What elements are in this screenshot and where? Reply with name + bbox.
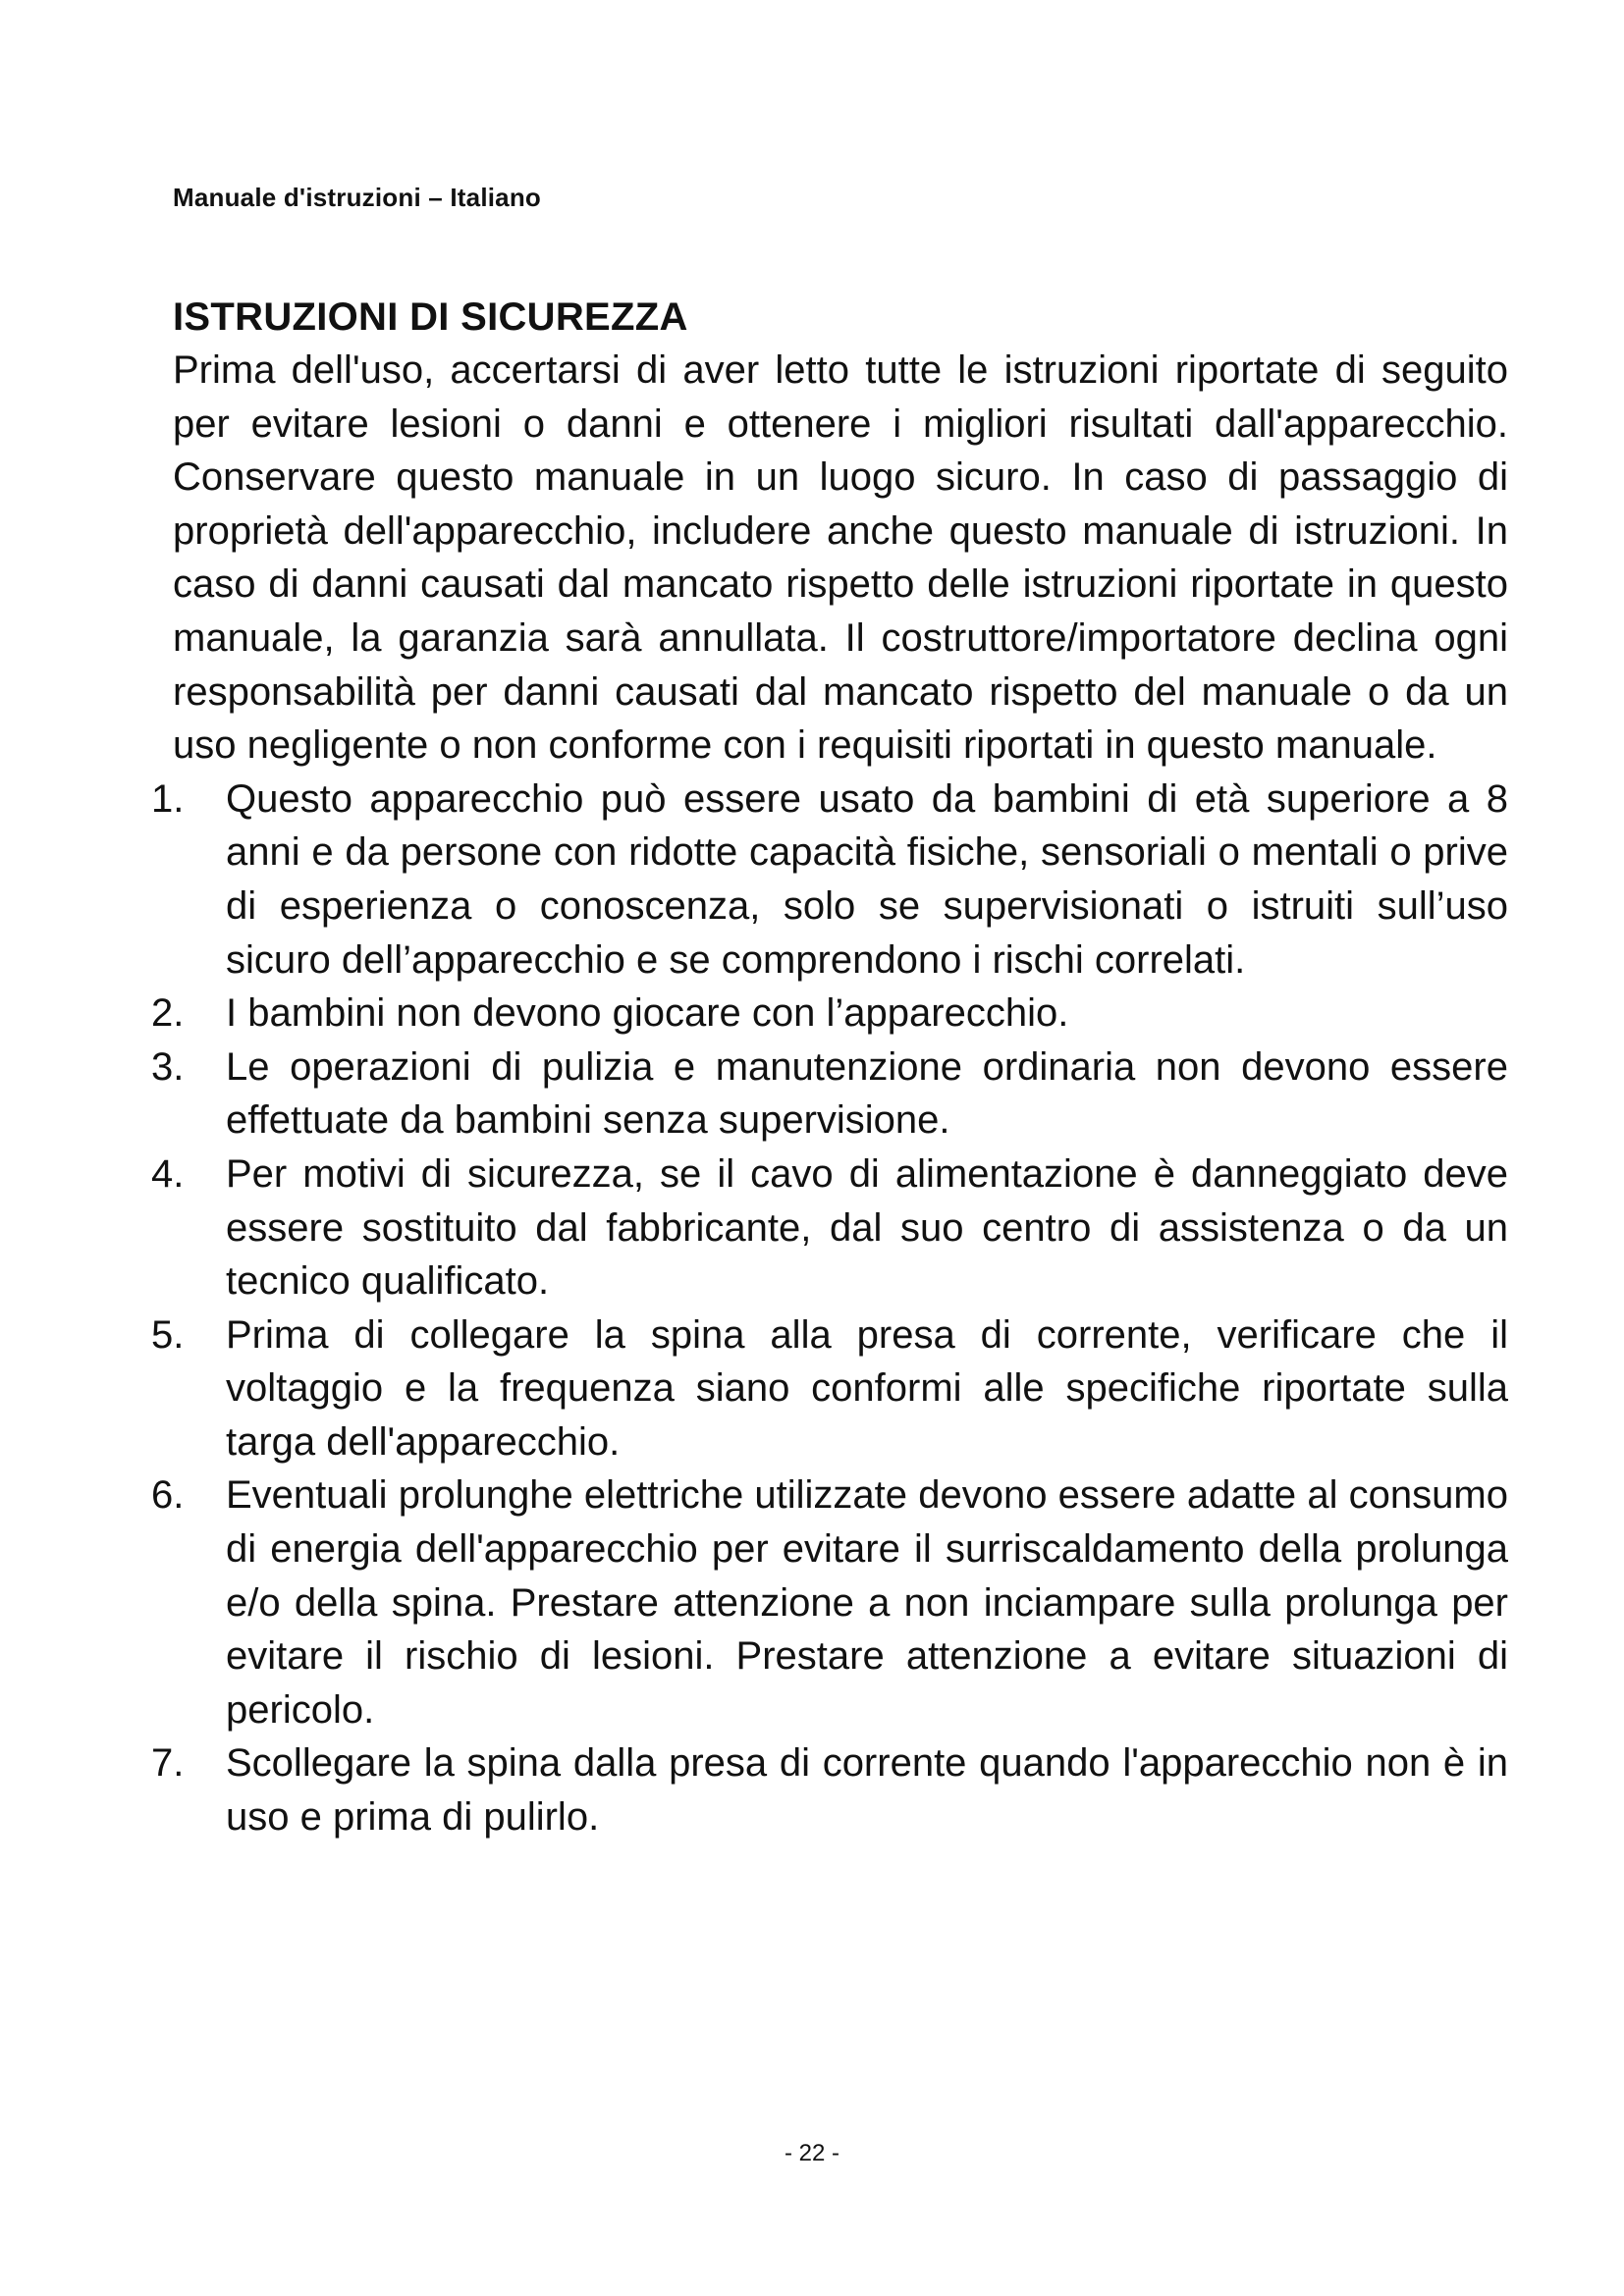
page-number: - 22 - xyxy=(784,2140,839,2166)
rule-number: 5. xyxy=(151,1312,185,1357)
safety-rule-5 xyxy=(151,1308,1508,1469)
rule-number: 4. xyxy=(151,1151,185,1196)
rule-number: 1. xyxy=(151,776,185,821)
rule-number: 2. xyxy=(151,991,185,1036)
rule-number: 3. xyxy=(151,1044,185,1089)
safety-rule-1 xyxy=(151,773,1508,987)
safety-rule-3 xyxy=(151,1041,1508,1148)
rule-text: I bambini non devono giocare con l’apparecchio. xyxy=(226,991,1069,1036)
rule-text: Le operazioni di pulizia e manutenzione ordinaria non devono essere effettuate da bambini senza supervisione. xyxy=(226,1044,1508,1143)
rule-text: Per motivi di sicurezza, se il cavo di alimentazione è danneggiato deve essere sostituito dal fabbricante, dal suo centro di assistenza o da un tecnico qualificato. xyxy=(226,1151,1508,1304)
rule-number: 7. xyxy=(151,1741,185,1786)
rule-text: Scollegare la spina dalla presa di corrente quando l'apparecchio non è in uso e prima di pulirlo. xyxy=(226,1741,1508,1840)
safety-rule-6 xyxy=(151,1468,1508,1736)
safety-instructions-section xyxy=(151,291,1508,1844)
safety-rule-2 xyxy=(151,987,1508,1041)
safety-rules-list xyxy=(151,773,1508,1844)
page-header: Manuale d'istruzioni – Italiano xyxy=(173,183,541,212)
rule-text: Eventuali prolunghe elettriche utilizzate devono essere adatte al consumo di energia dell'apparecchio per evitare il surriscaldamento della prolunga e/o della spina. Prestare attenzione a non inciampare sulla prolunga per evitare il rischio di lesioni. Prestare attenzione a evitare situazioni di pericolo. xyxy=(226,1473,1508,1732)
intro-paragraph: Prima dell'uso, accertarsi di aver letto tutte le istruzioni riportate di seguito per evitare lesioni o danni e ottenere i migliori risultati dall'apparecchio. Conservare questo manuale in un luogo sicuro. In caso di passaggio di proprietà dell'apparecchio, includere anche questo manuale di istruzioni. In caso di danni causati dal mancato rispetto delle istruzioni riportate in questo manuale, la garanzia sarà annullata. Il costruttore/importatore declina ogni responsabilità per danni causati dal mancato rispetto del manuale o da un uso negligente o non conforme con i requisiti riportati in questo manuale. xyxy=(173,348,1508,768)
section-title: ISTRUZIONI DI SICUREZZA xyxy=(173,295,688,339)
rule-number: 6. xyxy=(151,1473,185,1518)
rule-text: Questo apparecchio può essere usato da bambini di età superiore a 8 anni e da persone con ridotte capacità fisiche, sensoriali o mentali o prive di esperienza o conoscenza, solo se supervisionati o istruiti sull’uso sicuro dell’apparecchio e se comprendono i rischi correlati. xyxy=(226,776,1508,982)
rule-text: Prima di collegare la spina alla presa di corrente, verificare che il voltaggio e la frequenza siano conformi alle specifiche riportate sulla targa dell'apparecchio. xyxy=(226,1312,1508,1464)
safety-rule-4 xyxy=(151,1148,1508,1308)
safety-rule-7 xyxy=(151,1736,1508,1843)
